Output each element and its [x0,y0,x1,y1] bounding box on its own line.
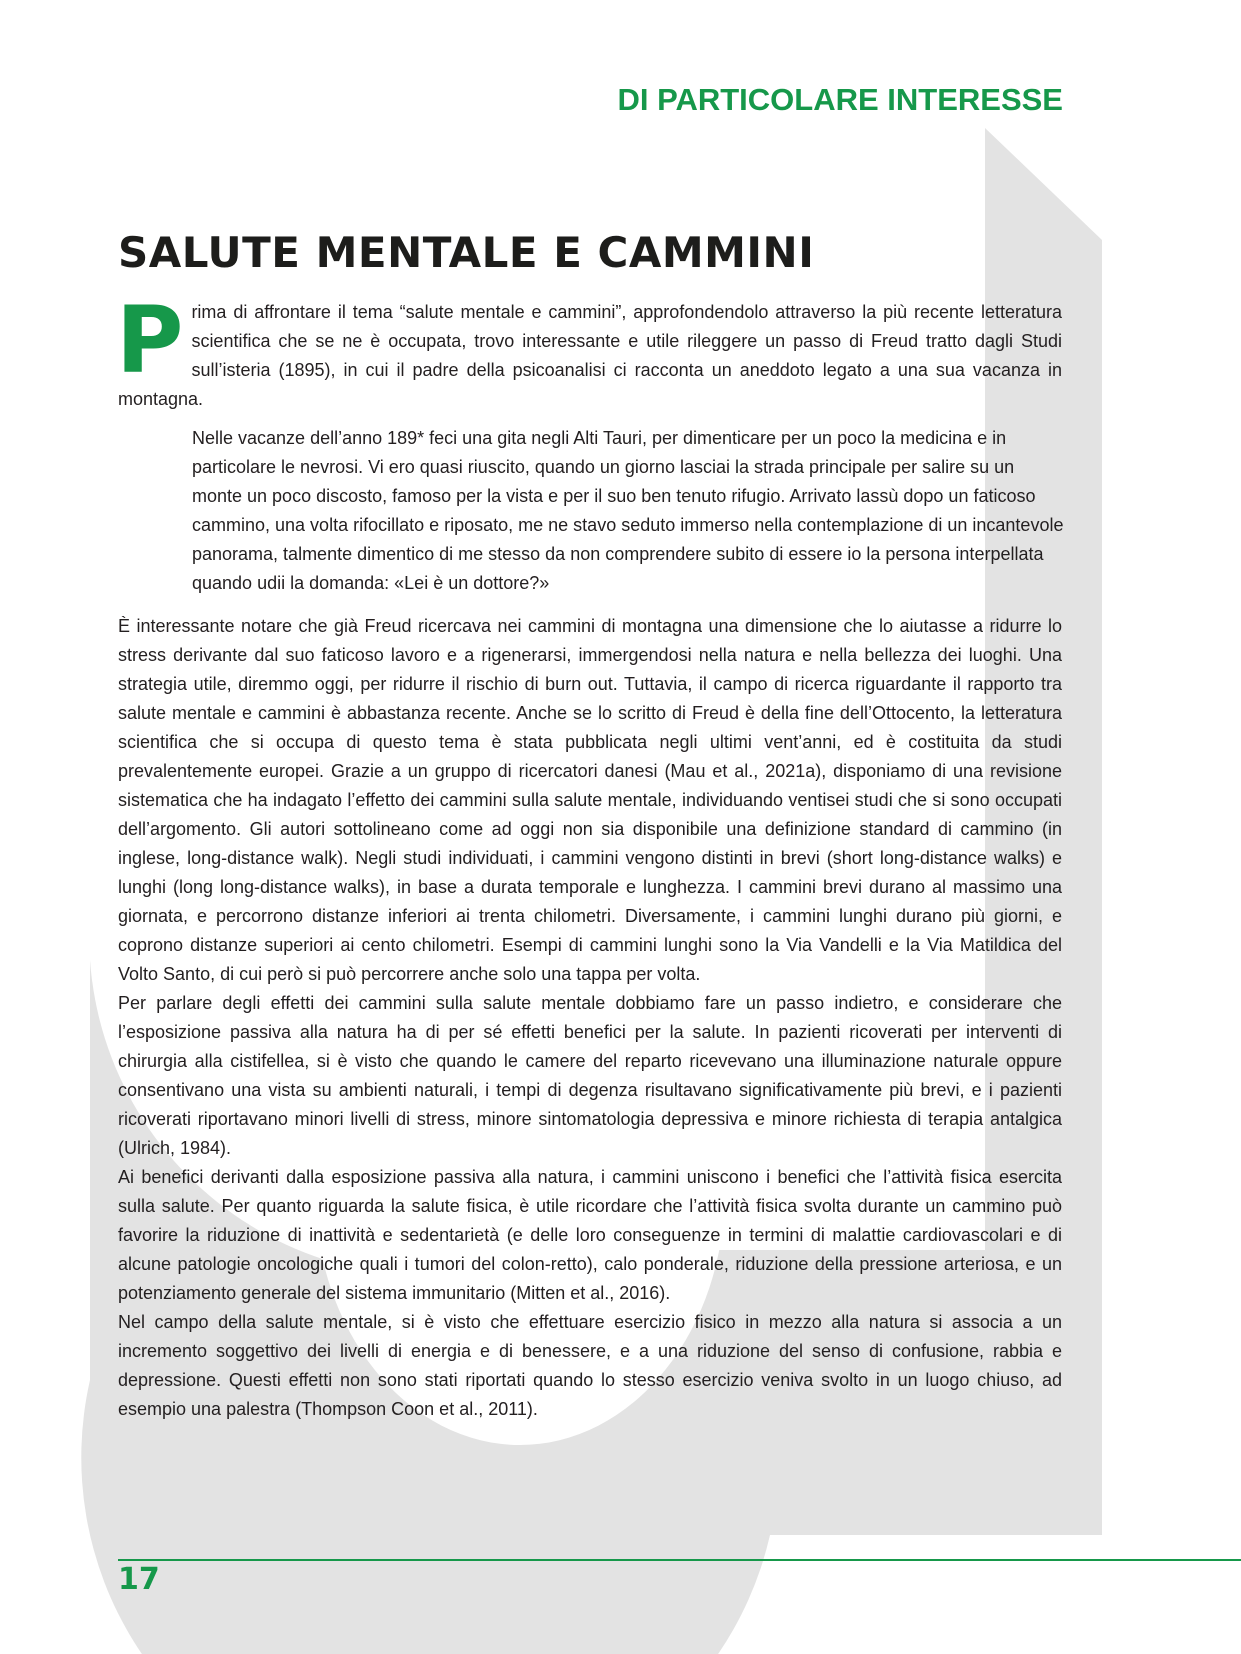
intro-paragraph [116,287,1062,414]
freud-quote: Nelle vacanze dell’anno 189* feci una gita negli Alti Tauri, per dimenticare per un poco la medicina e in particolare le nevrosi. Vi ero quasi riuscito, quando un giorno lasciai la strada principale per salire su un monte un poco discosto, famoso per la vista e per il suo ben tenuto rifugio. Arrivato lassù dopo un faticoso cammino, una volta rifocillato e riposato, me ne stavo seduto immerso nella contemplazione di un incantevole panorama, talmente dimentico di me stesso da non comprendere subito di essere io la persona interpellata quando udii la domanda: «Lei è un dottore?» [192,428,1064,593]
body-paragraph: Nel campo della salute mentale, si è visto che effettuare esercizio fisico in mezzo alla natura si associa a un incremento soggettivo dei livelli di energia e di benessere, e a una riduzione del senso di confusione, rabbia e depressione. Questi effetti non sono stati riportati quando lo stesso esercizio veniva svolto in un luogo chiuso, ad esempio una palestra (Thompson Coon et al., 2011). [118,1312,1062,1419]
section-label: DI PARTICOLARE INTERESSE [617,82,1063,117]
article-body [116,287,1064,1424]
page-title: SALUTE MENTALE E CAMMINI [118,228,815,277]
body-paragraph: Ai benefici derivanti dalla esposizione passiva alla natura, i cammini uniscono i benefici che l’attività fisica esercita sulla salute. Per quanto riguarda la salute fisica, è utile ricordare che l’attività fisica svolta durante un cammino può favorire la riduzione di inattività e sedentarietà (e delle loro conseguenze in termini di malattie cardiovascolari e di alcune patologie oncologiche quali i tumori del colon-retto), calo ponderale, riduzione della pressione arteriosa, e un potenziamento generale del sistema immunitario (Mitten et al., 2016). [118,1167,1062,1303]
body-paragraph: Per parlare degli effetti dei cammini sulla salute mentale dobbiamo fare un passo indietro, e considerare che l’esposizione passiva alla natura ha di per sé effetti benefici per la salute. In pazienti ricoverati per interventi di chirurgia alla cistifellea, si è visto che quando le camere del reparto ricevevano una illuminazione naturale oppure consentivano una vista su ambienti naturali, i tempi di degenza risultavano significativamente più brevi, e i pazienti ricoverati riportavano minori livelli di stress, minore sintomatologia depressiva e minore richiesta di terapia antalgica (Ulrich, 1984). [118,993,1062,1158]
intro-text: rima di affrontare il tema “salute mentale e cammini”, approfondendolo attraverso la più recente letteratura scientifica che se ne è occupata, trovo interessante e utile rileggere un passo di Freud tratto dagli Studi sull’isteria (1895), in cui il padre della psicoanalisi ci racconta un aneddoto legato a una sua vacanza in montagna. [118,302,1062,409]
page-number: 17 [118,1562,160,1597]
body-paragraph: È interessante notare che già Freud ricercava nei cammini di montagna una dimensione che lo aiutasse a ridurre lo stress derivante dal suo faticoso lavoro e a rigenerarsi, immergendosi nella natura e nella bellezza dei luoghi. Una strategia utile, diremmo oggi, per ridurre il rischio di burn out. Tuttavia, il campo di ricerca riguardante il rapporto tra salute mentale e cammini è abbastanza recente. Anche se lo scritto di Freud è della fine dell’Ottocento, la letteratura scientifica che si occupa di questo tema è stata pubblicata negli ultimi vent’anni, ed è costituita da studi prevalentemente europei. Grazie a un gruppo di ricercatori danesi (Mau et al., 2021a), disponiamo di una revisione sistematica che ha indagato l’effetto dei cammini sulla salute mentale, individuando ventisei studi che si sono occupati dell’argomento. Gli autori sottolineano come ad oggi non sia disponibile una definizione standard di cammino (in inglese, long-distance walk). Negli studi individuati, i cammini vengono distinti in brevi (short long-distance walks) e lunghi (long long-distance walks), in base a durata temporale e lunghezza. I cammini brevi durano al massimo una giornata, e percorrono distanze inferiori ai trenta chilometri. Diversamente, i cammini lunghi durano più giorni, e coprono distanze superiori ai cento chilometri. Esempi di cammini lunghi sono la Via Vandelli e la Via Matildica del Volto Santo, di cui però si può percorrere anche solo una tappa per volta. [118,616,1062,984]
drop-cap: P [116,287,184,394]
footer-divider [118,1559,1241,1561]
